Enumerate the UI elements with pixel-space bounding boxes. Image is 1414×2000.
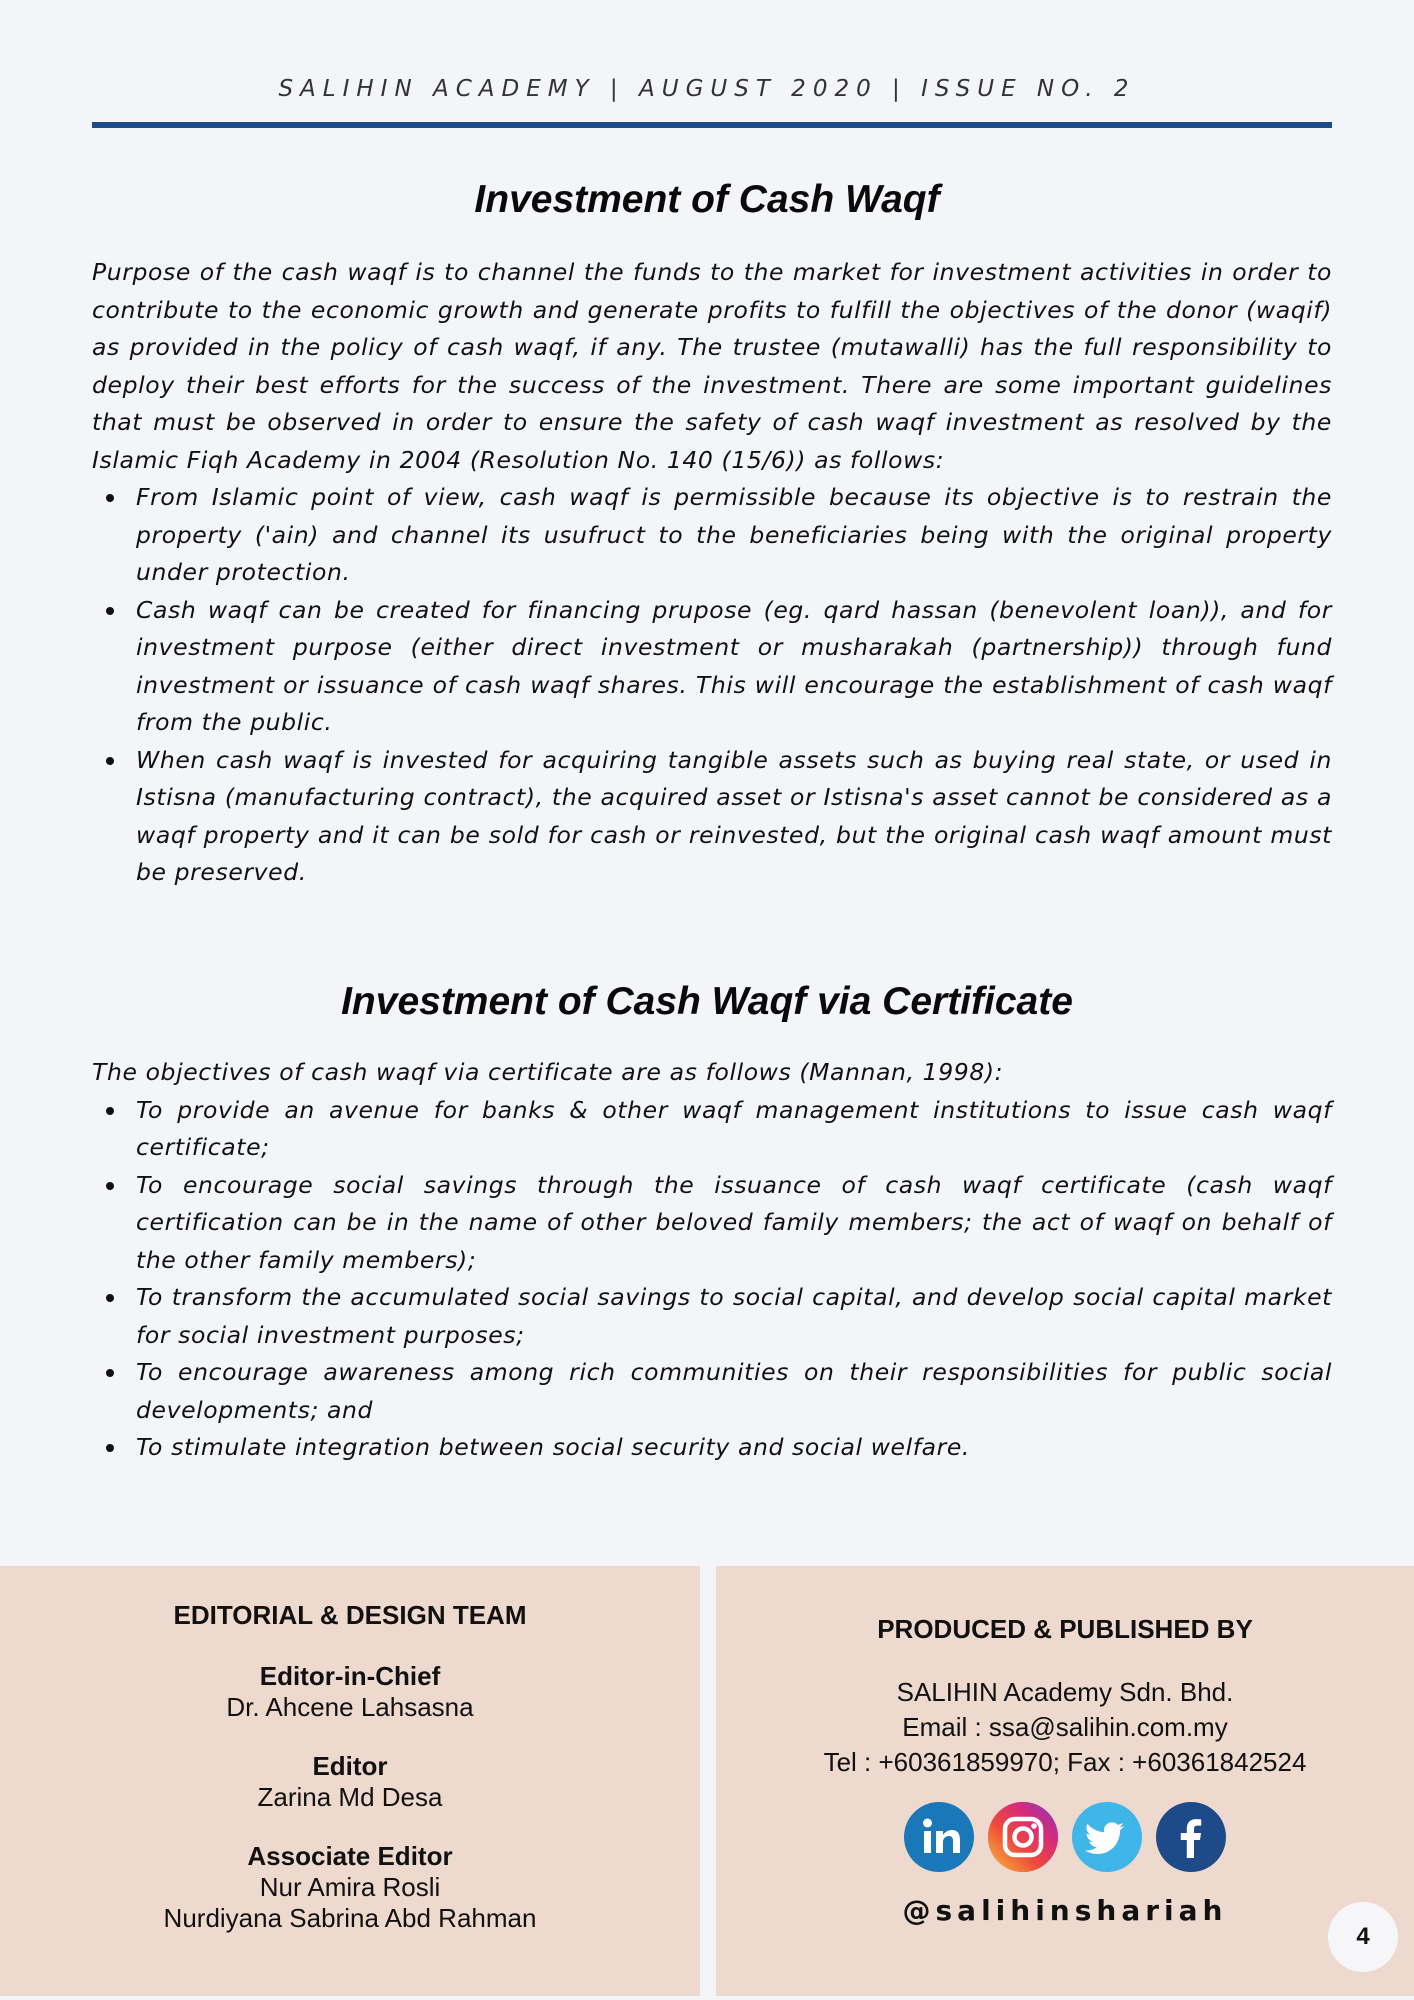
role-label: Editor-in-Chief <box>259 1661 441 1691</box>
list-item: Cash waqf can be created for financing prupose (eg. qard hassan (benevolent loan)), and for investment purpose (either direct investment or musharakah (partnership)) through fund investment or issuance of cash waqf shares. This will encourage the establishment of cash waqf from the public. <box>92 592 1332 742</box>
role-label: Associate Editor <box>247 1841 453 1871</box>
list-item: From Islamic point of view, cash waqf is permissible because its objective is to restrain the property ('ain) and channel its usufruct to the beneficiaries being with the original property under protection. <box>92 479 1332 592</box>
editor-block <box>0 1751 700 1813</box>
person-name: Nur Amira Rosli <box>259 1872 441 1902</box>
publisher-contact <box>716 1675 1414 1780</box>
social-links <box>716 1802 1414 1872</box>
section-title-certificate: Investment of Cash Waqf via Certificate <box>341 980 1073 1023</box>
social-handle: @salihinshariah <box>902 1894 1228 1927</box>
twitter-icon[interactable] <box>1072 1802 1142 1872</box>
section1-body <box>92 254 1332 892</box>
editorial-team-panel <box>0 1566 700 1996</box>
facebook-icon[interactable] <box>1156 1802 1226 1872</box>
list-item: To transform the accumulated social savings to social capital, and develop social capital market for social investment purposes; <box>92 1279 1332 1354</box>
company-name: SALIHIN Academy Sdn. Bhd. <box>896 1677 1234 1707</box>
person-name: Dr. Ahcene Lahsasna <box>226 1692 474 1722</box>
section2-bullet-list <box>92 1092 1332 1467</box>
section2-intro: The objectives of cash waqf via certificate are as follows (Mannan, 1998): <box>92 1058 1004 1086</box>
section1-intro: Purpose of the cash waqf is to channel the funds to the market for investment activities in order to contribute to the economic growth and generate profits to fulfill the objectives of the donor (waqif) as provided in the policy of cash waqf, if any. The trustee (mutawalli) has the full responsibility to deploy their best efforts for the success of the investment. There are some important guidelines that must be observed in order to ensure the safety of cash waqf investment as resolved by the Islamic Fiqh Academy in 2004 (Resolution No. 140 (15/6)) as follows: <box>92 258 1332 474</box>
header-divider <box>92 122 1332 128</box>
instagram-icon[interactable] <box>988 1802 1058 1872</box>
list-item: To provide an avenue for banks & other waqf management institutions to issue cash waqf certificate; <box>92 1092 1332 1167</box>
publisher-panel <box>716 1566 1414 1996</box>
list-item: To encourage social savings through the issuance of cash waqf certificate (cash waqf certification can be in the name of other beloved family members; the act of waqf on behalf of the other family members); <box>92 1167 1332 1280</box>
linkedin-icon[interactable] <box>904 1802 974 1872</box>
editorial-heading: EDITORIAL & DESIGN TEAM <box>173 1600 527 1630</box>
associate-editor-block <box>0 1841 700 1934</box>
list-item: To encourage awareness among rich communities on their responsibilities for public social developments; and <box>92 1354 1332 1429</box>
person-name: Nurdiyana Sabrina Abd Rahman <box>163 1903 537 1933</box>
list-item: To stimulate integration between social security and social welfare. <box>92 1429 1332 1467</box>
newsletter-header: SALIHIN ACADEMY | AUGUST 2020 | ISSUE NO. 2 <box>278 76 1136 102</box>
editor-in-chief-block <box>0 1661 700 1723</box>
publisher-heading: PRODUCED & PUBLISHED BY <box>877 1614 1253 1644</box>
section2-body <box>92 1054 1332 1467</box>
phone-fax-text: Tel : +60361859970; Fax : +60361842524 <box>823 1747 1307 1777</box>
list-item: When cash waqf is invested for acquiring tangible assets such as buying real state, or used in Istisna (manufacturing contract), the acquired asset or Istisna's asset cannot be considered as a waqf property and it can be sold for cash or reinvested, but the original cash waqf amount must be preserved. <box>92 742 1332 892</box>
page-number: 4 <box>1328 1902 1398 1972</box>
email-text: Email : ssa@salihin.com.my <box>902 1712 1228 1742</box>
section-title-investment: Investment of Cash Waqf <box>474 178 940 221</box>
section1-bullet-list <box>92 479 1332 892</box>
person-name: Zarina Md Desa <box>257 1782 443 1812</box>
role-label: Editor <box>312 1751 388 1781</box>
